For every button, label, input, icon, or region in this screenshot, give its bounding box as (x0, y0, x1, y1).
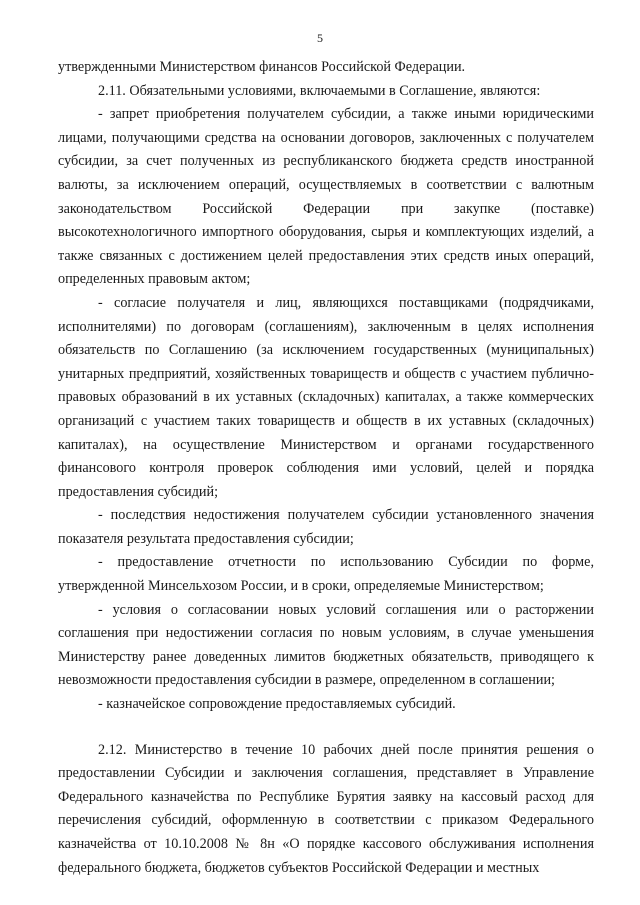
page-number: 5 (317, 31, 323, 45)
paragraph-2-11-heading: 2.11. Обязательными условиями, включаемыми в Соглашение, являются: (98, 82, 541, 99)
paragraph-audit-consent: - согласие получателя и лиц, являющихся поставщиками (подрядчиками, исполнителями) по договорам (соглашениям), заключенным в целях исполнения обязательств по Соглашению (за исключением государственных (муниципальных) унитарных предприятий, хозяйственных товариществ и обществ с участием публично-правовых образований в их уставных (складочных) капиталах, а также коммерческих организаций с участием таких товариществ и обществ в их уставных (складочных) капиталах), на осуществление Министерством и органами государственного финансового контроля проверок соблюдения ими условий, целей и порядка предоставления субсидий; (58, 294, 594, 500)
document-body (58, 56, 594, 880)
paragraph-renegotiation: - условия о согласовании новых условий соглашения или о расторжении соглашения при недостижении согласия по новым условиям, в случае уменьшения Министерству ранее доведенных лимитов бюджетных обязательств, приводящего к невозможности предоставления субсидии в размере, определенном в соглашении; (58, 601, 594, 689)
paragraph-continuation: утвержденными Министерством финансов Российской Федерации. (58, 59, 466, 75)
paragraph-currency-ban: - запрет приобретения получателем субсидии, а также иными юридическими лицами, получающими средства на основании договоров, заключенных с получателем субсидии, за счет полученных из республиканского бюджета средств иностранной валюты, за исключением операций, осуществляемых в соответствии с валютным законодательством Российской Федерации при закупке (поставке) высокотехнологичного импортного оборудования, сырья и комплектующих изделий, а также связанных с достижением целей предоставления этих средств иных операций, определенных правовым актом; (58, 106, 594, 288)
paragraph-treasury-support: - казначейское сопровождение предоставляемых субсидий. (98, 696, 456, 713)
paragraph-non-achievement: - последствия недостижения получателем субсидии установленного значения показателя результата предоставления субсидии; (58, 507, 594, 547)
paragraph-2-12: 2.12. Министерство в течение 10 рабочих дней после принятия решения о предоставлении Субсидии и заключения соглашения, представляет в Управление Федерального казначейства по Республике Бурятия заявку на кассовый расход для перечисления субсидий, оформленную в соответствии с приказом Федерального казначейства от 10.10.2008 № 8н «О порядке кассового обслуживания исполнения федерального бюджета, бюджетов субъектов Российской Федерации и местных (58, 741, 594, 876)
paragraph-reporting: - предоставление отчетности по использованию Субсидии по форме, утвержденной Минсельхозом России, и в сроки, определяемые Министерством; (58, 554, 594, 595)
